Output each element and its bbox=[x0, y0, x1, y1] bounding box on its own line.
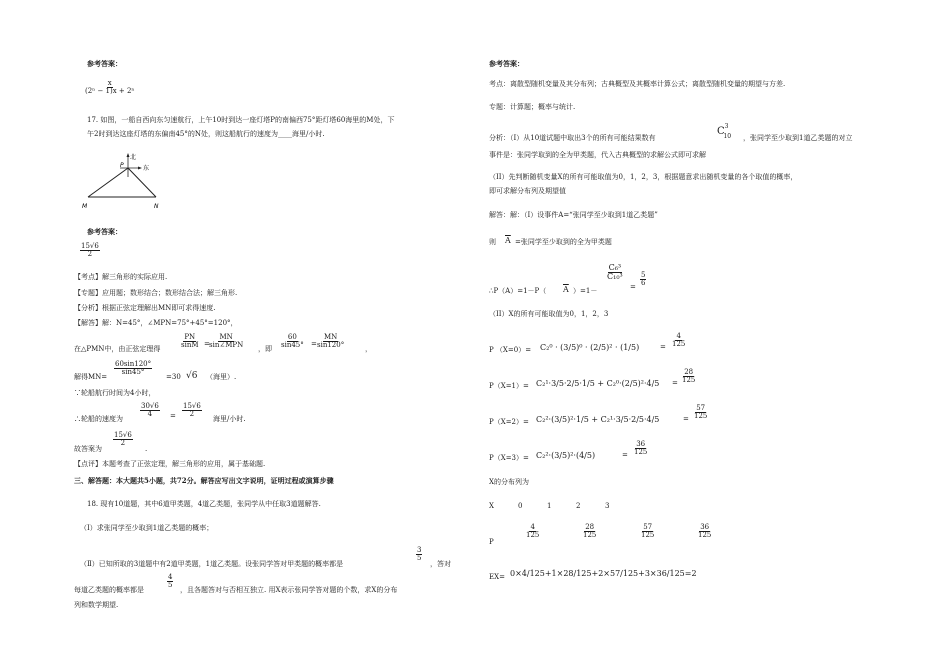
ze-prefix: 则 bbox=[489, 238, 496, 246]
dist-p-value: $\frac{36}{125}$ bbox=[698, 523, 712, 540]
question-18-part-2-c: 每道乙类题的概率都是 bbox=[74, 586, 144, 594]
question-18-part-1: （Ⅰ）求张同学至少取到1道乙类题的概率； bbox=[80, 524, 214, 532]
question-18-part-2-e: 列和数学期望. bbox=[74, 601, 119, 609]
p2-fraction: $\frac{57}{125}$ bbox=[694, 404, 708, 421]
right-kaodian: 考点：离散型随机变量及其分布列；古典概型及其概率计算公式；离散型随机变量的期望与方差. bbox=[489, 80, 786, 88]
sine-law-prefix: 在△PMN中，由正弦定理得 bbox=[74, 345, 161, 353]
p2-expression: C₂²·(3/5)²·1/5 + C₂¹·3/5·2/5·4/5 bbox=[536, 415, 660, 424]
fraction-30root6-4: $\frac{30√6}{4}$ bbox=[141, 402, 159, 419]
fraction-3-5: $\frac{3}{5}$ bbox=[417, 546, 422, 563]
equals-sign: = bbox=[204, 340, 210, 348]
dist-p-value: $\frac{4}{125}$ bbox=[526, 523, 540, 540]
p3-fraction: $\frac{36}{125}$ bbox=[634, 440, 648, 457]
label-north: 北 bbox=[130, 154, 137, 161]
question-18-part-2-b: ，答对 bbox=[430, 560, 451, 568]
p1-label: P（X=1）= bbox=[489, 382, 529, 390]
p0-equals: = bbox=[660, 343, 666, 351]
right-heading: 参考答案： bbox=[489, 59, 524, 68]
speed-prefix: ∴轮船的速度为 bbox=[74, 415, 123, 423]
p0-expression: C₂⁰ · (3/5)⁰ · (2/5)² · (1/5) bbox=[540, 343, 640, 352]
ji-text: ，即 bbox=[258, 345, 272, 353]
speed-unit: 海里/小时. bbox=[213, 415, 246, 423]
answer-fraction: $\frac{15√6}{2}$ bbox=[114, 431, 132, 448]
p3-label: P（X=3）= bbox=[489, 454, 529, 462]
label-p: P bbox=[120, 162, 124, 169]
equals-sign-2: = bbox=[311, 340, 317, 348]
fraction-5-6: $\frac{5}{6}$ bbox=[641, 271, 646, 288]
dist-x-value: 1 bbox=[547, 502, 552, 510]
question-18-line: 18. 现有10道题，其中6道甲类题，4道乙类题，张同学从中任取3道题解答. bbox=[87, 500, 321, 508]
fenxi-line-1-b: ，张同学至少取到1道乙类题的对立 bbox=[743, 134, 853, 142]
section-3-heading: 三、解答题：本大题共5小题，共72分。解答应写出文字说明，证明过程或演算步骤 bbox=[74, 476, 334, 485]
dist-x-value: 3 bbox=[605, 502, 610, 510]
fraction-4-5: $\frac{4}{5}$ bbox=[168, 573, 173, 590]
segment-pm bbox=[88, 168, 128, 197]
complement-a: $\overline{A}$ bbox=[505, 236, 511, 245]
pa-text: ∴P（A）=1－P（ bbox=[489, 287, 547, 295]
pa-text-2: ）=1－ bbox=[573, 287, 598, 295]
mn-prefix: 解得MN= bbox=[74, 373, 108, 381]
dist-p-label: P bbox=[489, 538, 494, 546]
p1-equals: = bbox=[672, 379, 678, 387]
dianping-text: 【点评】本题考查了正弦定理，解三角形的应用，属于基础题. bbox=[74, 460, 266, 468]
combination-c: $C^3_{10}$ bbox=[717, 123, 732, 140]
fraction-60-sin45: $\frac{60}{\sin 45^\circ}$ bbox=[281, 333, 304, 350]
answer-heading-1: 参考答案： bbox=[87, 59, 122, 68]
p2-equals: = bbox=[683, 415, 689, 423]
label-m: M bbox=[82, 203, 88, 210]
fenxi-line-1: 分析：（I）从10道试题中取出3个的所有可能结果数有 bbox=[489, 134, 656, 142]
p0-label: P （X=0）= bbox=[489, 346, 532, 354]
distribution-title: X的分布列为 bbox=[489, 478, 529, 486]
zhuanti-text: 【专题】应用题；数形结合；数形结合法；解三角形. bbox=[74, 289, 238, 297]
fraction-mn-sin120: $\frac{MN}{\sin 120^\circ}$ bbox=[317, 333, 345, 350]
kaodian-text: 【考点】解三角形的实际应用. bbox=[74, 273, 168, 281]
jieda-text: 【解答】解：N=45°，∠MPN=75°+45°=120°， bbox=[74, 319, 238, 327]
fraction-mn-sinmpn: MN sin∠MPN bbox=[209, 333, 244, 350]
fraction-pn-sinm: $\frac{PN}{\sin M}$ bbox=[181, 333, 199, 350]
fraction-15root6-2: $\frac{15√6}{2}$ bbox=[183, 402, 201, 419]
answer-heading-2: 参考答案： bbox=[87, 227, 122, 236]
fenxi-text: 【分析】根据正弦定理解出MN即可求得速度. bbox=[74, 304, 216, 312]
navigation-figure bbox=[80, 151, 170, 213]
complement-a-2: $\overline{A}$ bbox=[563, 285, 569, 294]
answer-prefix: 故答案为 bbox=[74, 445, 102, 453]
comma: ， bbox=[365, 345, 372, 353]
mn-unit: （海里）. bbox=[206, 373, 237, 381]
jieda-line: 解答：解：（I）设事件A=“张同学至少取到1道乙类题” bbox=[489, 211, 658, 219]
ex-expression: 0×4/125+1×28/125+2×57/125+3×36/125=2 bbox=[510, 569, 697, 578]
fenxi-line-2: 事件是：张同学取到的全为甲类题，代入古典概型的求解公式即可求解 bbox=[489, 151, 706, 159]
fenxi-II-line-1: （II）先判断随机变量X的所有可能取值为0，1，2，3，根据题意求出随机变量的各个取值的概率， bbox=[489, 173, 798, 181]
time-line: ∵轮船航行时间为4小时， bbox=[74, 389, 156, 397]
question-17-line-2: 午2时到达这座灯塔的东偏南45°的N处，则这船航行的速度为____海里/小时. bbox=[87, 130, 325, 138]
p3-equals: = bbox=[622, 451, 628, 459]
dist-p-value: $\frac{28}{125}$ bbox=[583, 523, 597, 540]
fraction-c6-c10: $\frac{\text{C₆³}}{\text{C₁₀³}}$ bbox=[607, 263, 623, 282]
p2-label: P（X=2）= bbox=[489, 418, 529, 426]
dist-x-value: 0 bbox=[518, 502, 523, 510]
segment-pn bbox=[128, 168, 156, 197]
dist-p-value: $\frac{57}{125}$ bbox=[641, 523, 655, 540]
x-values-line: （II）X的所有可能取值为0，1，2，3 bbox=[489, 310, 609, 318]
p1-expression: C₂¹·3/5·2/5·1/5 + C₂⁰·(2/5)²·4/5 bbox=[536, 379, 660, 388]
answer-expression-1: $\frac{x}{\text{(2ⁿ − 1)x + 2ⁿ}}$ bbox=[85, 79, 135, 96]
p1-fraction: $\frac{28}{125}$ bbox=[682, 368, 696, 385]
question-18-part-2-d: ，且各题答对与否相互独立. 用X表示张同学答对题的个数，求X的分布 bbox=[180, 586, 398, 594]
question-17-line-1: 17. 如图，一船自西向东匀速航行，上午10时到达一座灯塔P的南偏西75°距灯塔60海里的M处，下 bbox=[87, 116, 395, 124]
right-zhuanti: 专题：计算题；概率与统计. bbox=[489, 103, 576, 111]
label-n: N bbox=[154, 203, 159, 210]
mn-root: √6 bbox=[186, 371, 198, 381]
fenxi-II-line-2: 即可求解分布列及期望值 bbox=[489, 187, 566, 195]
p0-fraction: $\frac{4}{125}$ bbox=[672, 332, 686, 349]
label-east: 东 bbox=[143, 165, 150, 172]
fraction-60sin120-sin45: $\frac{60\sin 120^\circ}{\sin 45^\circ}$ bbox=[115, 360, 152, 377]
dist-x-value: 2 bbox=[576, 502, 581, 510]
p3-expression: C₂²·(3/5)²·(4/5) bbox=[536, 451, 596, 460]
ex-label: EX= bbox=[489, 573, 505, 581]
mn-mid: =30 bbox=[166, 373, 181, 381]
pa-equals: = bbox=[630, 283, 636, 291]
answer-tail: . bbox=[145, 445, 148, 453]
east-arrow-icon bbox=[138, 167, 142, 170]
answer-value-2: $\frac{15√6}{2}$ bbox=[81, 242, 99, 259]
question-18-part-2-a: （Ⅱ）已知所取的3道题中有2道甲类题，1道乙类题。设张同学答对甲类题的概率都是 bbox=[80, 560, 344, 568]
ze-text: =张同学至少取到的全为甲类题 bbox=[515, 238, 612, 246]
dist-x-label: X bbox=[489, 502, 494, 510]
speed-equals: = bbox=[170, 412, 176, 420]
